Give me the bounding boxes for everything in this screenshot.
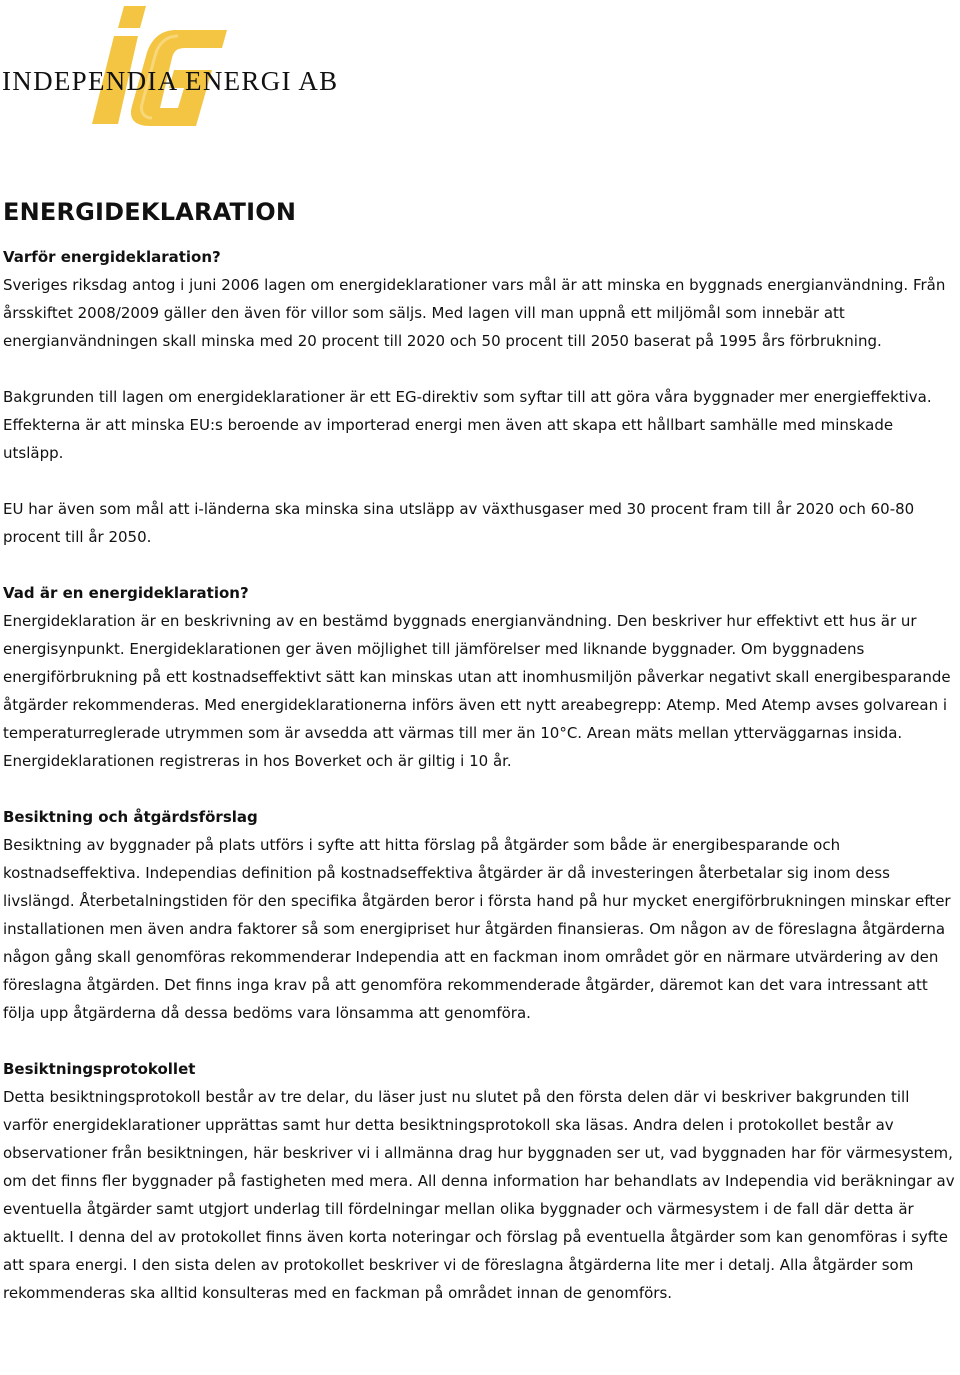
paragraph: EU har även som mål att i-länderna ska minska sina utsläpp av växthusgaser med 30 procent fram till år 2020 och 60-80 procent till år 2050. [3, 500, 915, 546]
section-heading: Varför energideklaration? [3, 248, 221, 266]
paragraph: Sveriges riksdag antog i juni 2006 lagen om energideklarationer vars mål är att minska en byggnads energianvändning. Från årsskiftet 2008/2009 gäller den även för villor som säljs. Med lagen vill man uppnå ett miljömål som innebär att energianvändningen skall minska med 20 procent till 2020 och 50 procent till 2050 baserat på 1995 års förbrukning. [3, 276, 946, 350]
section-heading: Besiktning och åtgärdsförslag [3, 808, 258, 826]
ig-logo-mark [0, 0, 320, 130]
paragraph: Besiktning av byggnader på plats utförs i syfte att hitta förslag på åtgärder som både är energibesparande och kostnadseffektiva. Independias definition på kostnadseffektiva åtgärder är då investeringen återbetalar sig inom dess livslängd. Återbetalningstiden för den specifika åtgärden beror i första hand på hur mycket energiförbrukningen minskar efter installationen men även andra faktorer så som energipriset hur åtgärden finansieras. Om någon av de föreslagna åtgärderna någon gång skall genomföras rekommenderar Independia att en fackman inom området gör en närmare utvärdering av den föreslagna åtgärden. Det finns inga krav på att genomföra rekommenderade åtgärder, däremot kan det vara intressant att följa upp åtgärderna då dessa bedöms vara lönsamma att genomföra. [3, 836, 951, 1022]
paragraph: Detta besiktningsprotokoll består av tre delar, du läser just nu slutet på den första delen där vi beskriver bakgrunden till varför energideklarationer upprättas samt hur detta besiktningsprotokoll ska läsas. Andra delen i protokollet består av observationer från besiktningen, här beskriver vi i allmänna drag hur byggnaden ser ut, vad byggnaden har för värmesystem, om det finns fler byggnader på fastigheten med mera. All denna information har behandlats av Independia vid beräkningar av eventuella åtgärder samt utgjort underlag till fördelningar mellan olika byggnader och värmesystem i de fall där detta är aktuellt. I denna del av protokollet finns även korta noteringar och förslag på eventuella åtgärder som kan genomföras i syfte att spara energi. I den sista delen av protokollet beskriver vi de föreslagna åtgärderna lite mer i detalj. Alla åtgärder som rekommenderas ska alltid konsulteras med en fackman på området innan de genomförs. [3, 1088, 955, 1302]
company-name: INDEPENDIA ENERGI AB [2, 66, 339, 96]
section-heading: Vad är en energideklaration? [3, 584, 249, 602]
document-title: ENERGIDEKLARATION [3, 198, 297, 226]
company-logo [0, 0, 339, 130]
document-body [3, 192, 958, 1307]
paragraph: Energideklaration är en beskrivning av en bestämd byggnads energianvändning. Den beskriver hur effektivt ett hus är ur energisynpunkt. Energideklarationen ger även möjlighet till jämförelser med liknande byggnader. Om byggnadens energiförbrukning på ett kostnadseffektivt sätt kan minskas utan att inomhusmiljön påverkar negativt skall energibesparande åtgärder rekommenderas. Med energideklarationerna införs även ett nytt areabegrepp: Atemp. Med Atemp avses golvarean i temperaturreglerade utrymmen som är avsedda att värmas till mer än 10°C. Arean mäts mellan ytterväggarnas insida. Energideklarationen registreras in hos Boverket och är giltig i 10 år. [3, 612, 951, 770]
paragraph: Bakgrunden till lagen om energideklarationer är ett EG-direktiv som syftar till att göra våra byggnader mer energieffektiva. Effekterna är att minska EU:s beroende av importerad energi men även att skapa ett hållbart samhälle med minskade utsläpp. [3, 388, 932, 462]
section-heading: Besiktningsprotokollet [3, 1060, 196, 1078]
